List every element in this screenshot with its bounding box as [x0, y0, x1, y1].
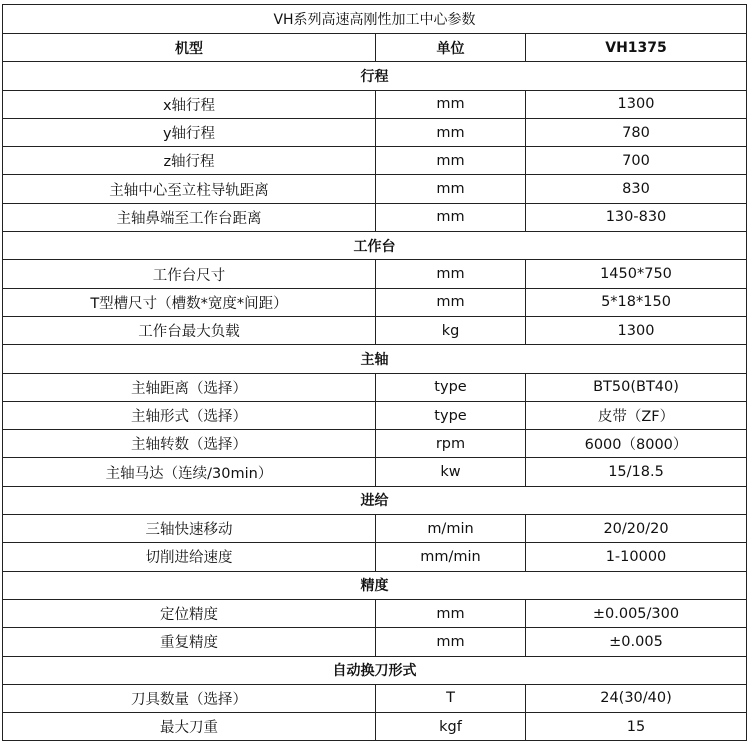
param-value: 780: [526, 118, 747, 146]
param-unit: mm/min: [376, 543, 526, 571]
section-title: 自动换刀形式: [3, 656, 747, 684]
param-value: 24(30/40): [526, 684, 747, 712]
param-unit: mm: [376, 118, 526, 146]
table-row: [3, 90, 747, 118]
param-value: 1450*750: [526, 260, 747, 288]
section-title: 精度: [3, 571, 747, 599]
param-unit: mm: [376, 599, 526, 627]
table-row: [3, 373, 747, 401]
section-row: [3, 656, 747, 684]
param-label: 工作台尺寸: [3, 260, 376, 288]
table-row: [3, 458, 747, 486]
param-label: 最大刀重: [3, 713, 376, 741]
param-label: T型槽尺寸（槽数*宽度*间距）: [3, 288, 376, 316]
table-row: [3, 260, 747, 288]
header-model: 机型: [3, 34, 376, 62]
param-value: 1-10000: [526, 543, 747, 571]
param-value: 20/20/20: [526, 515, 747, 543]
param-value: 皮带（ZF）: [526, 401, 747, 429]
title-row: [3, 5, 747, 34]
param-value: 6000（8000）: [526, 430, 747, 458]
param-label: 三轴快速移动: [3, 515, 376, 543]
table-row: [3, 203, 747, 231]
param-unit: kw: [376, 458, 526, 486]
section-row: [3, 62, 747, 90]
param-label: 刀具数量（选择）: [3, 684, 376, 712]
param-label: 定位精度: [3, 599, 376, 627]
section-title: 行程: [3, 62, 747, 90]
param-value: 15/18.5: [526, 458, 747, 486]
param-value: 1300: [526, 90, 747, 118]
section-row: [3, 345, 747, 373]
table-row: [3, 401, 747, 429]
param-label: z轴行程: [3, 147, 376, 175]
param-value: 15: [526, 713, 747, 741]
param-label: 主轴马达（连续/30min）: [3, 458, 376, 486]
table-row: [3, 684, 747, 712]
table-row: [3, 599, 747, 627]
param-unit: mm: [376, 628, 526, 656]
param-unit: m/min: [376, 515, 526, 543]
param-value: ±0.005: [526, 628, 747, 656]
param-label: 主轴形式（选择）: [3, 401, 376, 429]
param-value: 1300: [526, 316, 747, 344]
param-value: ±0.005/300: [526, 599, 747, 627]
param-value: 5*18*150: [526, 288, 747, 316]
table-row: [3, 713, 747, 741]
param-unit: mm: [376, 260, 526, 288]
table-row: [3, 288, 747, 316]
param-value: BT50(BT40): [526, 373, 747, 401]
section-title: 工作台: [3, 232, 747, 260]
section-title: 主轴: [3, 345, 747, 373]
param-label: 主轴鼻端至工作台距离: [3, 203, 376, 231]
param-label: 主轴中心至立柱导轨距离: [3, 175, 376, 203]
spec-sheet: [2, 4, 746, 741]
section-row: [3, 486, 747, 514]
param-label: 主轴转数（选择）: [3, 430, 376, 458]
param-unit: T: [376, 684, 526, 712]
param-label: y轴行程: [3, 118, 376, 146]
section-title: 进给: [3, 486, 747, 514]
param-value: 700: [526, 147, 747, 175]
param-unit: mm: [376, 147, 526, 175]
param-unit: mm: [376, 90, 526, 118]
spec-table-body: [3, 5, 747, 741]
param-unit: kg: [376, 316, 526, 344]
param-value: 830: [526, 175, 747, 203]
table-row: [3, 543, 747, 571]
param-unit: mm: [376, 175, 526, 203]
spec-table: [2, 4, 747, 741]
header-unit: 单位: [376, 34, 526, 62]
param-label: x轴行程: [3, 90, 376, 118]
param-unit: type: [376, 401, 526, 429]
param-unit: type: [376, 373, 526, 401]
param-label: 主轴距离（选择）: [3, 373, 376, 401]
param-label: 切削进给速度: [3, 543, 376, 571]
section-row: [3, 571, 747, 599]
table-row: [3, 316, 747, 344]
table-row: [3, 430, 747, 458]
table-title: VH系列高速高刚性加工中心参数: [3, 5, 747, 34]
table-row: [3, 515, 747, 543]
header-value: VH1375: [526, 34, 747, 62]
table-row: [3, 118, 747, 146]
section-row: [3, 232, 747, 260]
param-label: 重复精度: [3, 628, 376, 656]
param-label: 工作台最大负载: [3, 316, 376, 344]
param-value: 130-830: [526, 203, 747, 231]
param-unit: kgf: [376, 713, 526, 741]
table-row: [3, 147, 747, 175]
param-unit: mm: [376, 203, 526, 231]
table-row: [3, 628, 747, 656]
table-row: [3, 175, 747, 203]
param-unit: mm: [376, 288, 526, 316]
param-unit: rpm: [376, 430, 526, 458]
header-row: [3, 34, 747, 62]
